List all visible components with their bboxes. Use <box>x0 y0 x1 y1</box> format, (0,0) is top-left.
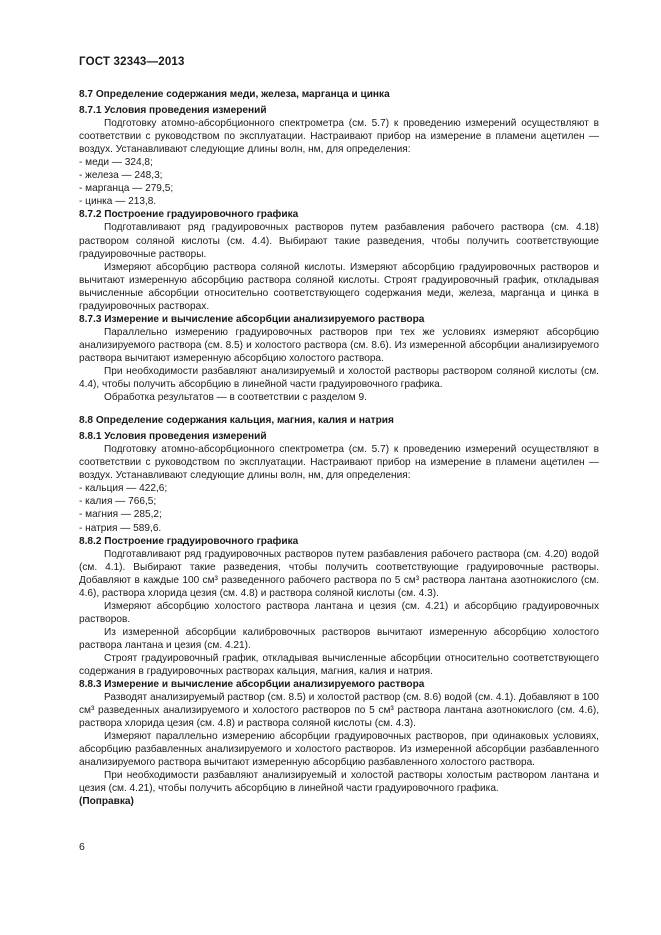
amendment-note: (Поправка) <box>79 796 134 808</box>
paragraph: Подготовку атомно-абсорбционного спектрометра (см. 5.7) к проведению измерений осуществляют в соответствии с руководством по эксплуатации. Настраивают прибор на измерение в пламени ацетилен — воздух. Устанавливают следующие длины волн, нм, для определения: <box>79 118 599 156</box>
list-item: - магния — 285,2; <box>79 509 162 521</box>
paragraph: Измеряют абсорбцию холостого раствора лантана и цезия (см. 4.21) и абсорбцию градуировочных растворов. <box>79 600 599 625</box>
paragraph: Параллельно измерению градуировочных растворов при тех же условиях измеряют абсорбцию анализируемого раствора (см. 8.5) и холостого раствора (см. 8.6). Из измеренной абсорбции анализируемого раствора вычитают измеренную абсорбцию холостого раствора. <box>79 326 599 364</box>
document-header: ГОСТ 32343—2013 <box>79 56 185 68</box>
section-8-7-3-title: 8.7.3 Измерение и вычисление абсорбции анализируемого раствора <box>79 313 425 325</box>
list-item: - железа — 248,3; <box>79 170 163 182</box>
paragraph: Подготавливают ряд градуировочных растворов путем разбавления рабочего раствора (см. 4.18) раствором соляной кислоты (см. 4.4). Выбирают такие разведения, чтобы получить соответствующие градуировочные растворы. <box>79 222 599 260</box>
section-8-8-title: 8.8 Определение содержания кальция, магния, калия и натрия <box>79 415 394 427</box>
section-8-7-2-title: 8.7.2 Построение градуировочного графика <box>79 209 299 221</box>
section-8-8-1-title: 8.8.1 Условия проведения измерений <box>79 431 267 443</box>
list-item: - меди — 324,8; <box>79 157 153 169</box>
page-number: 6 <box>79 841 85 853</box>
list-item: - калия — 766,5; <box>79 496 157 508</box>
paragraph: Измеряют абсорбцию раствора соляной кислоты. Измеряют абсорбцию градуировочных растворов и вычитают измеренную абсорбцию раствора соляной кислоты. Строят градуировочный график, откладывая вычисленные абсорбции относительно соответствующего содержания меди, железа, марганца и цинка в градуировочных растворах. <box>79 261 599 312</box>
paragraph: Обработка результатов — в соответствии с разделом 9. <box>104 392 367 404</box>
paragraph: При необходимости разбавляют анализируемый и холостой растворы холостым раствором лантана и цезия (см. 4.21), чтобы получить абсорбцию в линейной части градуировочного графика. <box>79 770 599 795</box>
section-8-7-1-title: 8.7.1 Условия проведения измерений <box>79 105 267 117</box>
paragraph: Измеряют параллельно измерению абсорбции градуировочных растворов, при одинаковых условиях, абсорбцию разбавленных анализируемого и холостого растворов. Из измеренной абсорбции разбавленного анализируемого раствора вычитают измеренную абсорбцию разбавленного холостого раствора. <box>79 731 599 769</box>
section-8-7-title: 8.7 Определение содержания меди, железа, марганца и цинка <box>79 89 390 100</box>
paragraph: Подготавливают ряд градуировочных растворов путем разбавления рабочего раствора (см. 4.20) водой (см. 4.1). Выбирают такие разведения, чтобы получить соответствующие градуировочные растворы. Добавляют в каждые 100 см³ разведенного рабочего раствора по 5 см³ раствора лантана азотнокислого (см. 4.6), раствора хлорида цезия (см. 4.8) и раствора соляной кислоты (см. 4.3). <box>79 548 599 599</box>
paragraph: Разводят анализируемый раствор (см. 8.5) и холостой раствор (см. 8.6) водой (см. 4.1). Добавляют в 100 см³ разведенных анализируемого и холостого растворов по 5 см³ раствора лантана азотнокислого (см. 4.6), раствора хлорида цезия (см. 4.8) и раствора соляной кислоты (см. 4.3). <box>79 692 599 730</box>
list-item: - кальция — 422,6; <box>79 483 168 495</box>
paragraph: При необходимости разбавляют анализируемый и холостой растворы раствором соляной кислоты (см. 4.4), чтобы получить абсорбцию в линейной части градуировочного графика. <box>79 365 599 391</box>
list-item: - марганца — 279,5; <box>79 183 174 195</box>
paragraph: Из измеренной абсорбции калибровочных растворов вычитают измеренную абсорбцию холостого раствора лантана и цезия (см. 4.21). <box>79 626 599 651</box>
section-8-8-3-title: 8.8.3 Измерение и вычисление абсорбции анализируемого раствора <box>79 679 425 691</box>
paragraph: Подготовку атомно-абсорбционного спектрометра (см. 5.7) к проведению измерений осуществляют в соответствии с руководством по эксплуатации. Настраивают прибор на измерение в пламени ацетилен — воздух. Устанавливают следующие длины волн, нм, для определения: <box>79 444 599 482</box>
list-item: - цинка — 213,8. <box>79 196 157 208</box>
paragraph: Строят градуировочный график, откладывая вычисленные абсорбции относительно соответствующего содержания в градуировочных растворах кальция, магния, калия и натрия. <box>79 652 599 678</box>
list-item: - натрия — 589,6. <box>79 522 162 534</box>
document-body <box>79 88 599 809</box>
section-8-8-2-title: 8.8.2 Построение градуировочного графика <box>79 535 299 547</box>
